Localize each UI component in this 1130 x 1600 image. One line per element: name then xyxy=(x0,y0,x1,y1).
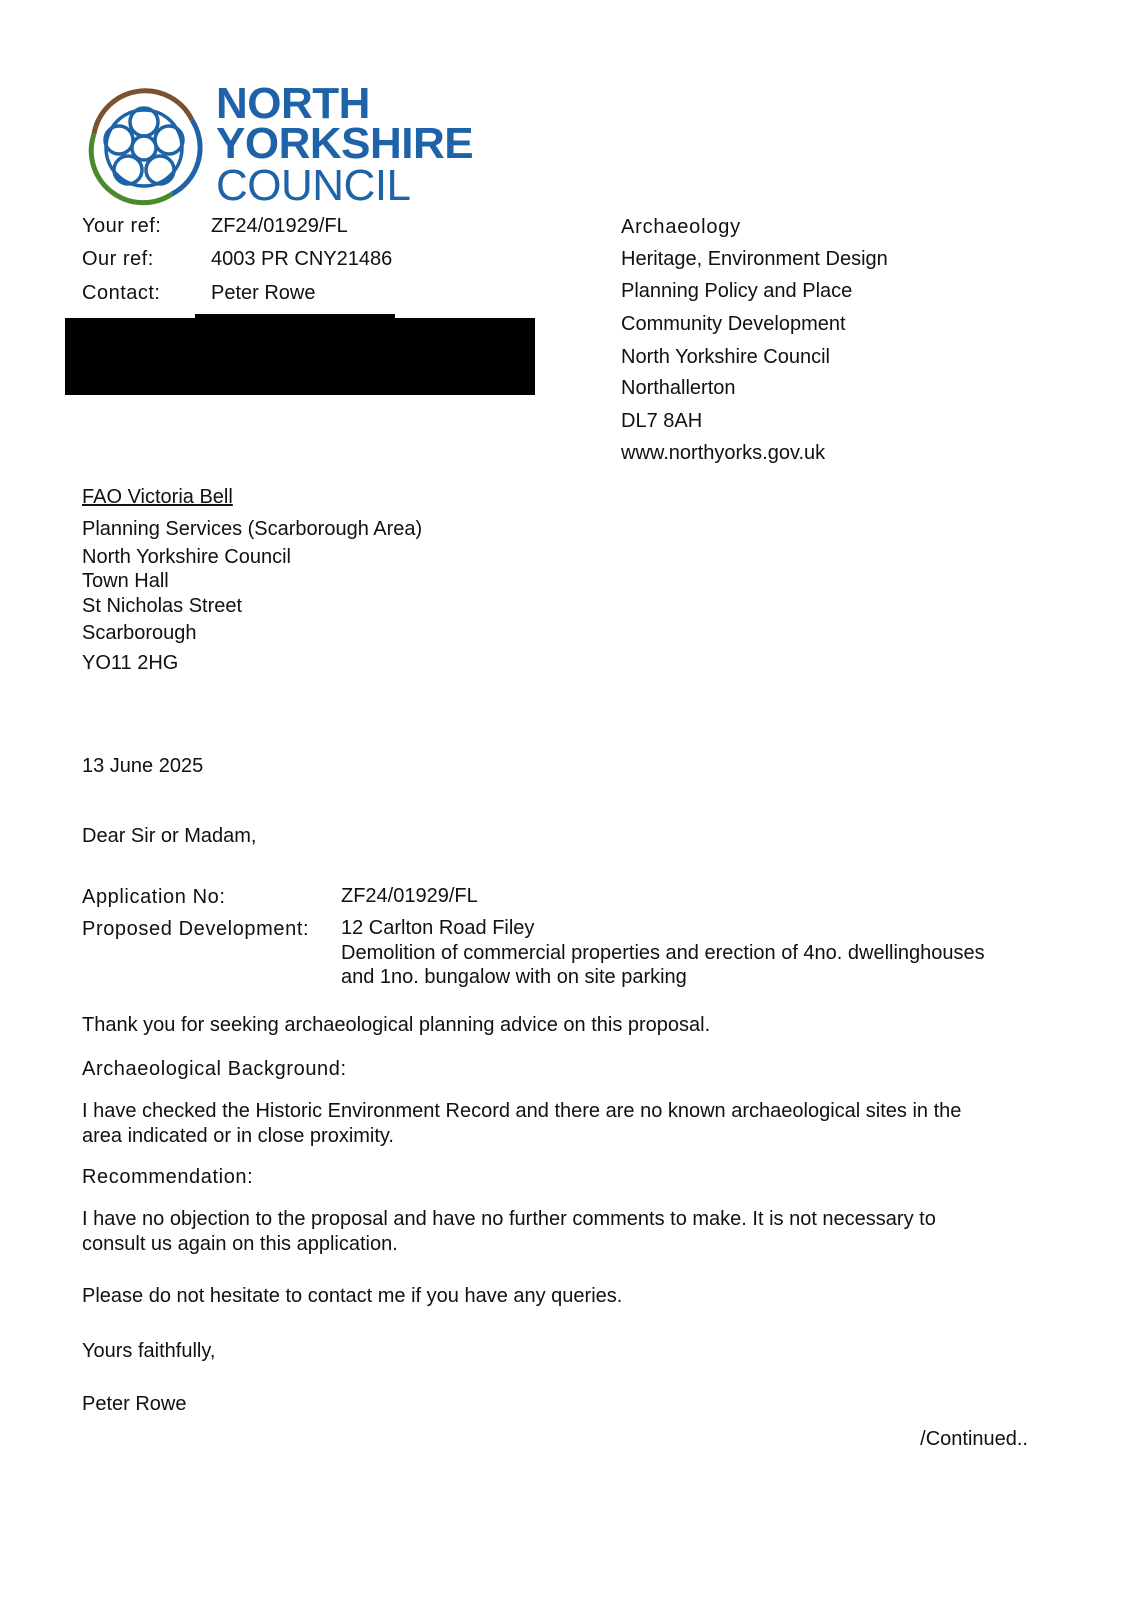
development-line: and 1no. bungalow with on site parking xyxy=(341,966,687,988)
thanks-paragraph: Thank you for seeking archaeological planning advice on this proposal. xyxy=(82,1014,711,1036)
contact-label: Contact: xyxy=(82,282,161,304)
logo-text-yorkshire: YORKSHIRE xyxy=(216,119,474,168)
tudor-rose-emblem-icon xyxy=(80,82,210,210)
recipient-fao: FAO Victoria Bell xyxy=(82,486,233,508)
signatory-name: Peter Rowe xyxy=(82,1393,187,1415)
sender-website-link[interactable]: www.northyorks.gov.uk xyxy=(621,442,826,464)
application-number-label: Application No: xyxy=(82,886,226,908)
sender-line: Heritage, Environment Design xyxy=(621,248,888,270)
letter-date: 13 June 2025 xyxy=(82,755,204,777)
development-line: Demolition of commercial properties and erection of 4no. dwellinghouses xyxy=(341,942,985,964)
continued-marker: /Continued.. xyxy=(920,1428,1028,1450)
logo-text-council: COUNCIL xyxy=(216,161,411,210)
your-ref-label: Your ref: xyxy=(82,215,162,237)
your-ref-value: ZF24/01929/FL xyxy=(211,215,348,237)
development-line: 12 Carlton Road Filey xyxy=(341,917,535,939)
sender-line-department: Archaeology xyxy=(621,216,741,238)
recipient-line: St Nicholas Street xyxy=(82,595,243,617)
recommendation-text-line: I have no objection to the proposal and have no further comments to make. It is not necessary to xyxy=(82,1208,936,1230)
background-heading: Archaeological Background: xyxy=(82,1058,347,1080)
proposed-development-label: Proposed Development: xyxy=(82,918,310,940)
contact-value: Peter Rowe xyxy=(211,282,316,304)
our-ref-value: 4003 PR CNY21486 xyxy=(211,248,393,270)
council-logo xyxy=(80,78,474,210)
sender-line: Community Development xyxy=(621,313,846,335)
recommendation-text-line: consult us again on this application. xyxy=(82,1233,398,1255)
recipient-postcode: YO11 2HG xyxy=(82,652,179,674)
recipient-line: North Yorkshire Council xyxy=(82,546,291,568)
redaction-bar xyxy=(65,318,535,395)
background-text-line: I have checked the Historic Environment Record and there are no known archaeological sites in the xyxy=(82,1100,962,1122)
our-ref-label: Our ref: xyxy=(82,248,154,270)
logo-text-north: NORTH xyxy=(216,79,370,128)
sender-line: Northallerton xyxy=(621,377,736,399)
sender-line-postcode: DL7 8AH xyxy=(621,410,703,432)
sign-off: Yours faithfully, xyxy=(82,1340,216,1362)
recipient-line: Planning Services (Scarborough Area) xyxy=(82,518,423,540)
recipient-line: Scarborough xyxy=(82,622,197,644)
closing-note: Please do not hesitate to contact me if you have any queries. xyxy=(82,1285,623,1307)
application-number-value: ZF24/01929/FL xyxy=(341,885,478,907)
sender-line: North Yorkshire Council xyxy=(621,346,830,368)
sender-line: Planning Policy and Place xyxy=(621,280,853,302)
background-text-line: area indicated or in close proximity. xyxy=(82,1125,394,1147)
recipient-line: Town Hall xyxy=(82,570,169,592)
salutation: Dear Sir or Madam, xyxy=(82,825,257,847)
recommendation-heading: Recommendation: xyxy=(82,1166,254,1188)
